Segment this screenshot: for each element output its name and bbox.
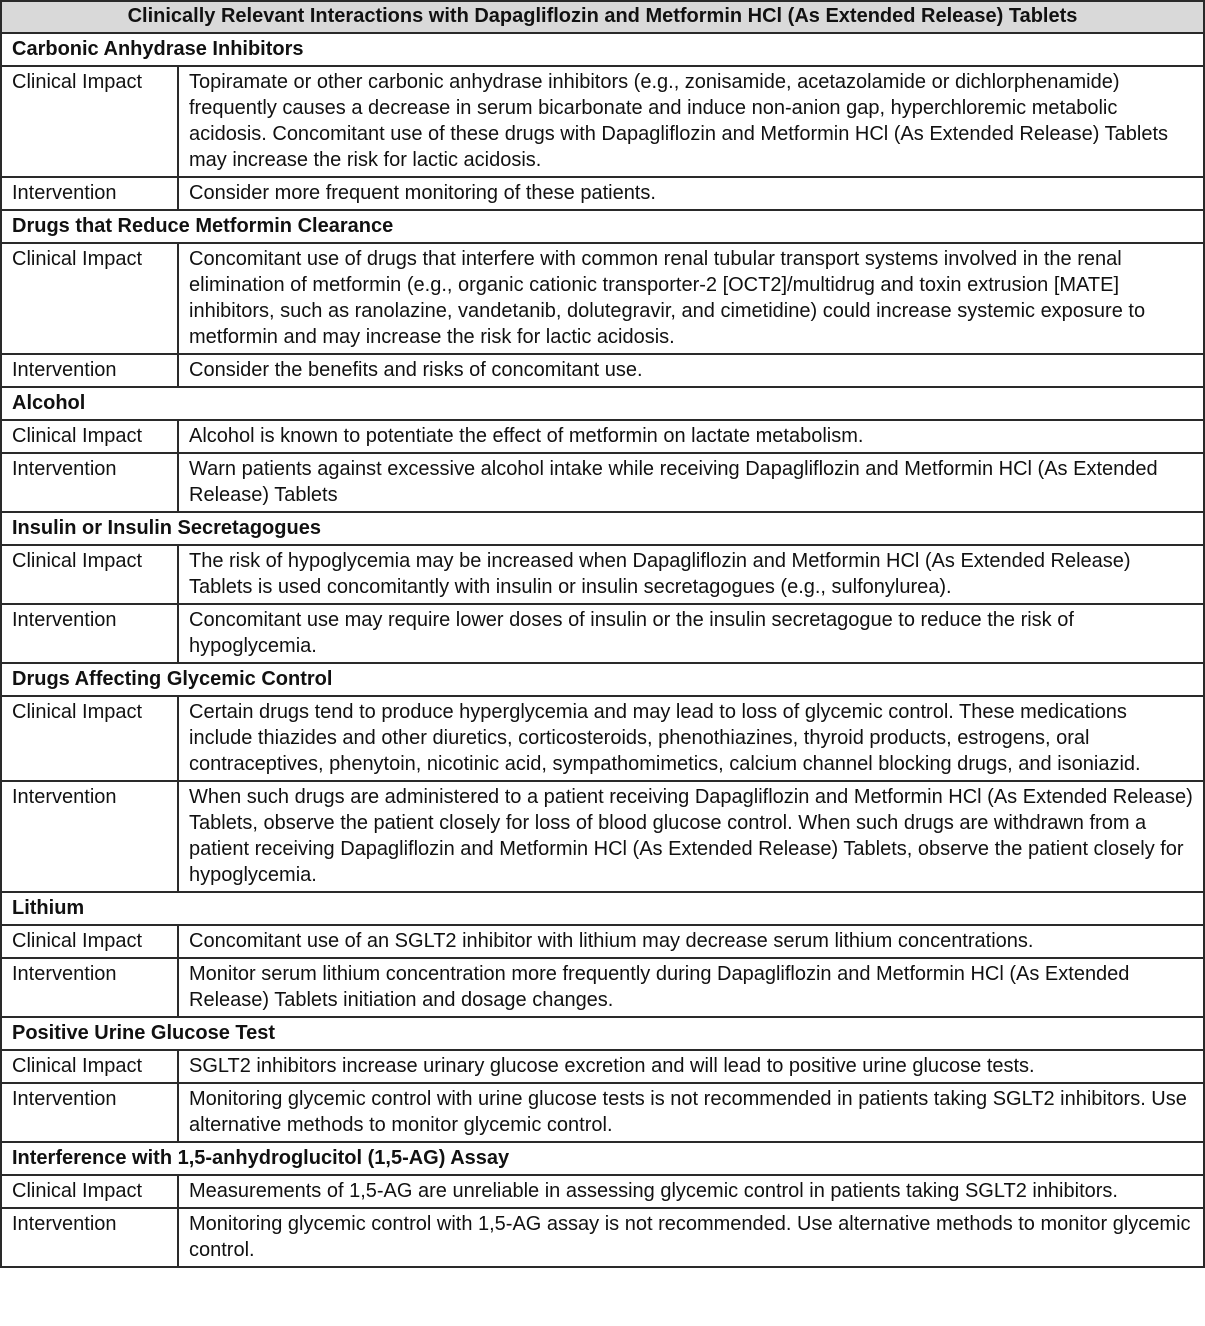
clinical-impact-label: Clinical Impact [1,243,178,354]
clinical-impact-text: Concomitant use of drugs that interfere with common renal tubular transport systems involved in the renal elimination of metformin (e.g., organic cationic transporter-2 [OCT2]/multidrug and toxin extrusion [MATE] inhibitors, such as ranolazine, vandetanib, dolutegravir, and cimetidine) could increase systemic exposure to metformin and may increase the risk for lactic acidosis. [178,243,1204,354]
clinical-impact-row [1,1050,1204,1083]
intervention-label: Intervention [1,604,178,663]
section-heading: Interference with 1,5-anhydroglucitol (1,5-AG) Assay [1,1142,1204,1175]
intervention-row [1,177,1204,210]
section-heading: Drugs Affecting Glycemic Control [1,663,1204,696]
intervention-text: Consider the benefits and risks of concomitant use. [178,354,1204,387]
clinical-impact-row [1,420,1204,453]
clinical-impact-label: Clinical Impact [1,66,178,177]
intervention-label: Intervention [1,177,178,210]
clinical-impact-label: Clinical Impact [1,1175,178,1208]
intervention-label: Intervention [1,958,178,1017]
section-heading: Insulin or Insulin Secretagogues [1,512,1204,545]
clinical-impact-text: SGLT2 inhibitors increase urinary glucose excretion and will lead to positive urine glucose tests. [178,1050,1204,1083]
clinical-impact-row [1,925,1204,958]
clinical-impact-text: Measurements of 1,5-AG are unreliable in assessing glycemic control in patients taking SGLT2 inhibitors. [178,1175,1204,1208]
intervention-label: Intervention [1,1208,178,1267]
clinical-impact-row [1,243,1204,354]
section-heading-row [1,210,1204,243]
intervention-text: When such drugs are administered to a patient receiving Dapagliflozin and Metformin HCl (As Extended Release) Tablets, observe the patient closely for loss of blood glucose control. When such drugs are withdrawn from a patient receiving Dapagliflozin and Metformin HCl (As Extended Release) Tablets, observe the patient closely for hypoglycemia. [178,781,1204,892]
clinical-impact-text: Concomitant use of an SGLT2 inhibitor with lithium may decrease serum lithium concentrations. [178,925,1204,958]
clinical-impact-label: Clinical Impact [1,1050,178,1083]
clinical-impact-label: Clinical Impact [1,420,178,453]
table-title: Clinically Relevant Interactions with Dapagliflozin and Metformin HCl (As Extended Release) Tablets [1,1,1204,33]
section-heading-row [1,387,1204,420]
intervention-text: Consider more frequent monitoring of these patients. [178,177,1204,210]
clinical-impact-text: The risk of hypoglycemia may be increased when Dapagliflozin and Metformin HCl (As Extended Release) Tablets is used concomitantly with insulin or insulin secretagogues (e.g., sulfonylurea). [178,545,1204,604]
intervention-label: Intervention [1,781,178,892]
intervention-row [1,354,1204,387]
section-heading-row [1,1017,1204,1050]
clinical-impact-row [1,66,1204,177]
section-heading: Drugs that Reduce Metformin Clearance [1,210,1204,243]
section-heading-row [1,33,1204,66]
table-body [1,33,1204,1267]
intervention-row [1,958,1204,1017]
section-heading-row [1,1142,1204,1175]
clinical-impact-label: Clinical Impact [1,545,178,604]
intervention-row [1,1208,1204,1267]
intervention-label: Intervention [1,453,178,512]
table-title-row [1,1,1204,33]
intervention-row [1,453,1204,512]
section-heading: Lithium [1,892,1204,925]
intervention-row [1,1083,1204,1142]
section-heading: Positive Urine Glucose Test [1,1017,1204,1050]
clinical-impact-label: Clinical Impact [1,925,178,958]
intervention-text: Monitoring glycemic control with urine glucose tests is not recommended in patients taking SGLT2 inhibitors. Use alternative methods to monitor glycemic control. [178,1083,1204,1142]
intervention-row [1,604,1204,663]
intervention-label: Intervention [1,354,178,387]
intervention-text: Warn patients against excessive alcohol intake while receiving Dapagliflozin and Metformin HCl (As Extended Release) Tablets [178,453,1204,512]
clinical-impact-text: Certain drugs tend to produce hyperglycemia and may lead to loss of glycemic control. These medications include thiazides and other diuretics, corticosteroids, phenothiazines, thyroid products, estrogens, oral contraceptives, phenytoin, nicotinic acid, sympathomimetics, calcium channel blocking drugs, and isoniazid. [178,696,1204,781]
intervention-text: Concomitant use may require lower doses of insulin or the insulin secretagogue to reduce the risk of hypoglycemia. [178,604,1204,663]
intervention-label: Intervention [1,1083,178,1142]
section-heading-row [1,892,1204,925]
clinical-impact-label: Clinical Impact [1,696,178,781]
section-heading: Carbonic Anhydrase Inhibitors [1,33,1204,66]
section-heading: Alcohol [1,387,1204,420]
intervention-text: Monitoring glycemic control with 1,5-AG assay is not recommended. Use alternative methods to monitor glycemic control. [178,1208,1204,1267]
intervention-text: Monitor serum lithium concentration more frequently during Dapagliflozin and Metformin HCl (As Extended Release) Tablets initiation and dosage changes. [178,958,1204,1017]
clinical-impact-text: Topiramate or other carbonic anhydrase inhibitors (e.g., zonisamide, acetazolamide or dichlorphenamide) frequently causes a decrease in serum bicarbonate and induce non-anion gap, hyperchloremic metabolic acidosis. Concomitant use of these drugs with Dapagliflozin and Metformin HCl (As Extended Release) Tablets may increase the risk for lactic acidosis. [178,66,1204,177]
intervention-row [1,781,1204,892]
clinical-impact-text: Alcohol is known to potentiate the effect of metformin on lactate metabolism. [178,420,1204,453]
clinical-impact-row [1,1175,1204,1208]
section-heading-row [1,512,1204,545]
clinical-impact-row [1,545,1204,604]
section-heading-row [1,663,1204,696]
clinical-impact-row [1,696,1204,781]
